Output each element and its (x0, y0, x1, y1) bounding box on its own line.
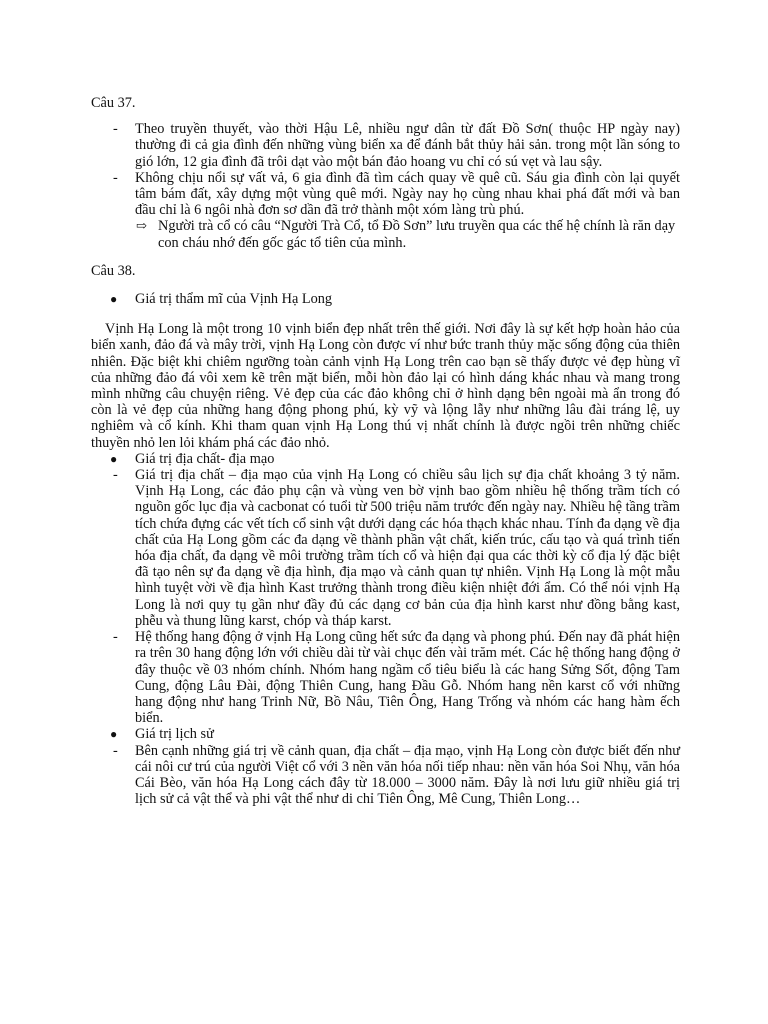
q37-conclusion (91, 218, 680, 250)
bullet-icon: ● (110, 727, 118, 742)
q37-conclusion-text: Người trà cổ có câu “Người Trà Cổ, tổ Đồ Sơn” lưu truyền qua các thế hệ chính là răn dạy con cháu nhớ đến gốc gác tổ tiên của mình. (158, 218, 676, 251)
section-title-geology (91, 451, 680, 467)
q37-list-item (91, 121, 680, 170)
question-38-heading: Câu 38. (91, 262, 136, 279)
dash-marker: - (113, 742, 118, 759)
aesthetic-paragraph: Vịnh Hạ Long là một trong 10 vịnh biển đẹp nhất trên thế giới. Nơi đây là sự kết hợp hoàn hảo của biển xanh, đảo đá và mây trời, vịnh Hạ Long còn được ví như bức tranh thủy mặc sống động của thiên nhiên. Đặc biệt khi chiêm ngưỡng toàn cảnh vịnh Hạ Long trên cao bạn sẽ thấy được vẻ đẹp hùng vĩ của những đảo đá vôi xem kẽ trên mặt biển, mỗi hòn đảo lại có hình dáng khác nhau và mang trong mình những câu chuyện riêng. Vẻ đẹp của các đảo không chỉ ở hình dạng bên ngoài mà ẩn trong đó còn là vẻ đẹp của những hang động phong phú, kỳ vỹ và lộng lẫy như những lâu đài tráng lệ, uy nghiêm và cổ kính. Khi tham quan vịnh Hạ Long thú vị nhất chính là được ngồi trên những chiếc thuyền nhỏ len lỏi khám phá các đảo nhỏ. (91, 321, 680, 451)
arrow-right-icon: ⇨ (136, 218, 147, 234)
bullet-icon: ● (110, 451, 118, 466)
section-title-text: Giá trị thẩm mĩ của Vịnh Hạ Long (135, 291, 333, 308)
dash-marker: - (113, 169, 118, 186)
dash-marker: - (113, 467, 118, 484)
q37-item-text: Theo truyền thuyết, vào thời Hậu Lê, nhiều ngư dân từ đất Đồ Sơn( thuộc HP ngày nay) thường đi cả gia đình đến những vùng biển xa để đánh bắt thủy hải sản. trong một lần sóng to gió lớn, 12 gia đình đã trôi dạt vào một bán đảo hoang vu chỉ có sú vẹt và lau sậy. (135, 121, 680, 170)
section-title-text: Giá trị lịch sử (135, 726, 214, 743)
bullet-icon: ● (110, 292, 118, 307)
q37-item-text: Không chịu nổi sự vất vả, 6 gia đình đã tìm cách quay về quê cũ. Sáu gia đình còn lại quyết tâm bám đất, xây dựng một vùng quê mới. Ngày nay họ cùng nhau khai phá đất mới và ban đầu chỉ là 6 ngôi nhà đơn sơ dần đã trở thành một xóm làng trù phú. (135, 169, 680, 219)
q37-list-item (91, 170, 680, 219)
geology-list-item (91, 629, 680, 726)
dash-marker: - (113, 121, 118, 138)
section-title-history (91, 726, 680, 742)
document-page (91, 95, 680, 807)
history-item-text: Bên cạnh những giá trị về cảnh quan, địa chất – địa mạo, vịnh Hạ Long còn được biết đến như cái nôi cư trú của người Việt cổ với 3 nền văn hóa nối tiếp nhau: nền văn hóa Soi Nhụ, văn hóa Cái Bèo, văn hóa Hạ Long cách đây từ 18.000 – 3000 năm. Đây là nơi lưu giữ nhiều giá trị lịch sử cả vật thể và phi vật thể như di chỉ Tiên Ông, Mê Cung, Thiên Long… (135, 742, 680, 808)
dash-marker: - (113, 629, 118, 646)
section-title-text: Giá trị địa chất- địa mạo (135, 450, 275, 467)
question-37-heading: Câu 37. (91, 95, 136, 111)
geology-item-text: Hệ thống hang động ở vịnh Hạ Long cũng hết sức đa dạng và phong phú. Đến nay đã phát hiện ra trên 30 hang động lớn với chiều dài từ vài chục đến vài trăm mét. Các hệ thống hang động ở đây thuộc về 03 nhóm chính. Nhóm hang ngầm cổ tiêu biểu là các hang Sửng Sốt, động Tam Cung, động Lâu Đài, động Thiên Cung, hang Đầu Gỗ. Nhóm hang nền karst cổ với những hang động như hang Trinh Nữ, Bồ Nâu, Tiên Ông, Hang Trống và nhóm các hang hàm ếch biển. (135, 629, 680, 727)
geology-list-item (91, 467, 680, 629)
geology-item-text: Giá trị địa chất – địa mạo của vịnh Hạ Long có chiều sâu lịch sự địa chất khoảng 3 tỷ năm. Vịnh Hạ Long, các đảo phụ cận và vùng ven bờ vịnh bao gồm nhiều hệ thống trầm tích có nguồn gốc lục địa và cacbonat có tuổi từ 500 triệu năm trước đến ngày nay. Nhiều hệ tầng trầm tích chứa đựng các vết tích cổ sinh vật dưới dạng các hóa thạch khác nhau. Tính đa dạng về địa chất của Hạ Long gồm các đa dạng về thành phần vật chất, kiến trúc, cấu tạo và quá trình tiến hóa địa chất, đa dạng về môi trường trầm tích cổ và hiện đại qua các thời kỳ cổ địa lý đặc biệt đã tạo nên sự đa dạng về địa hình, địa mạo và cảnh quan tự nhiên. Vịnh Hạ Long là một mẫu hình tuyệt vời về địa hình Kast trưởng thành trong điều kiện nhiệt đới ẩm. Có thể nói vịnh Hạ Long là nơi quy tụ gần như đầy đủ các dạng cơ bản của địa hình karst như đồng bằng kast, phễu và thung lũng karst, chóp và tháp karst. (135, 467, 680, 629)
section-title-aesthetic (91, 291, 680, 307)
history-list-item (91, 743, 680, 808)
